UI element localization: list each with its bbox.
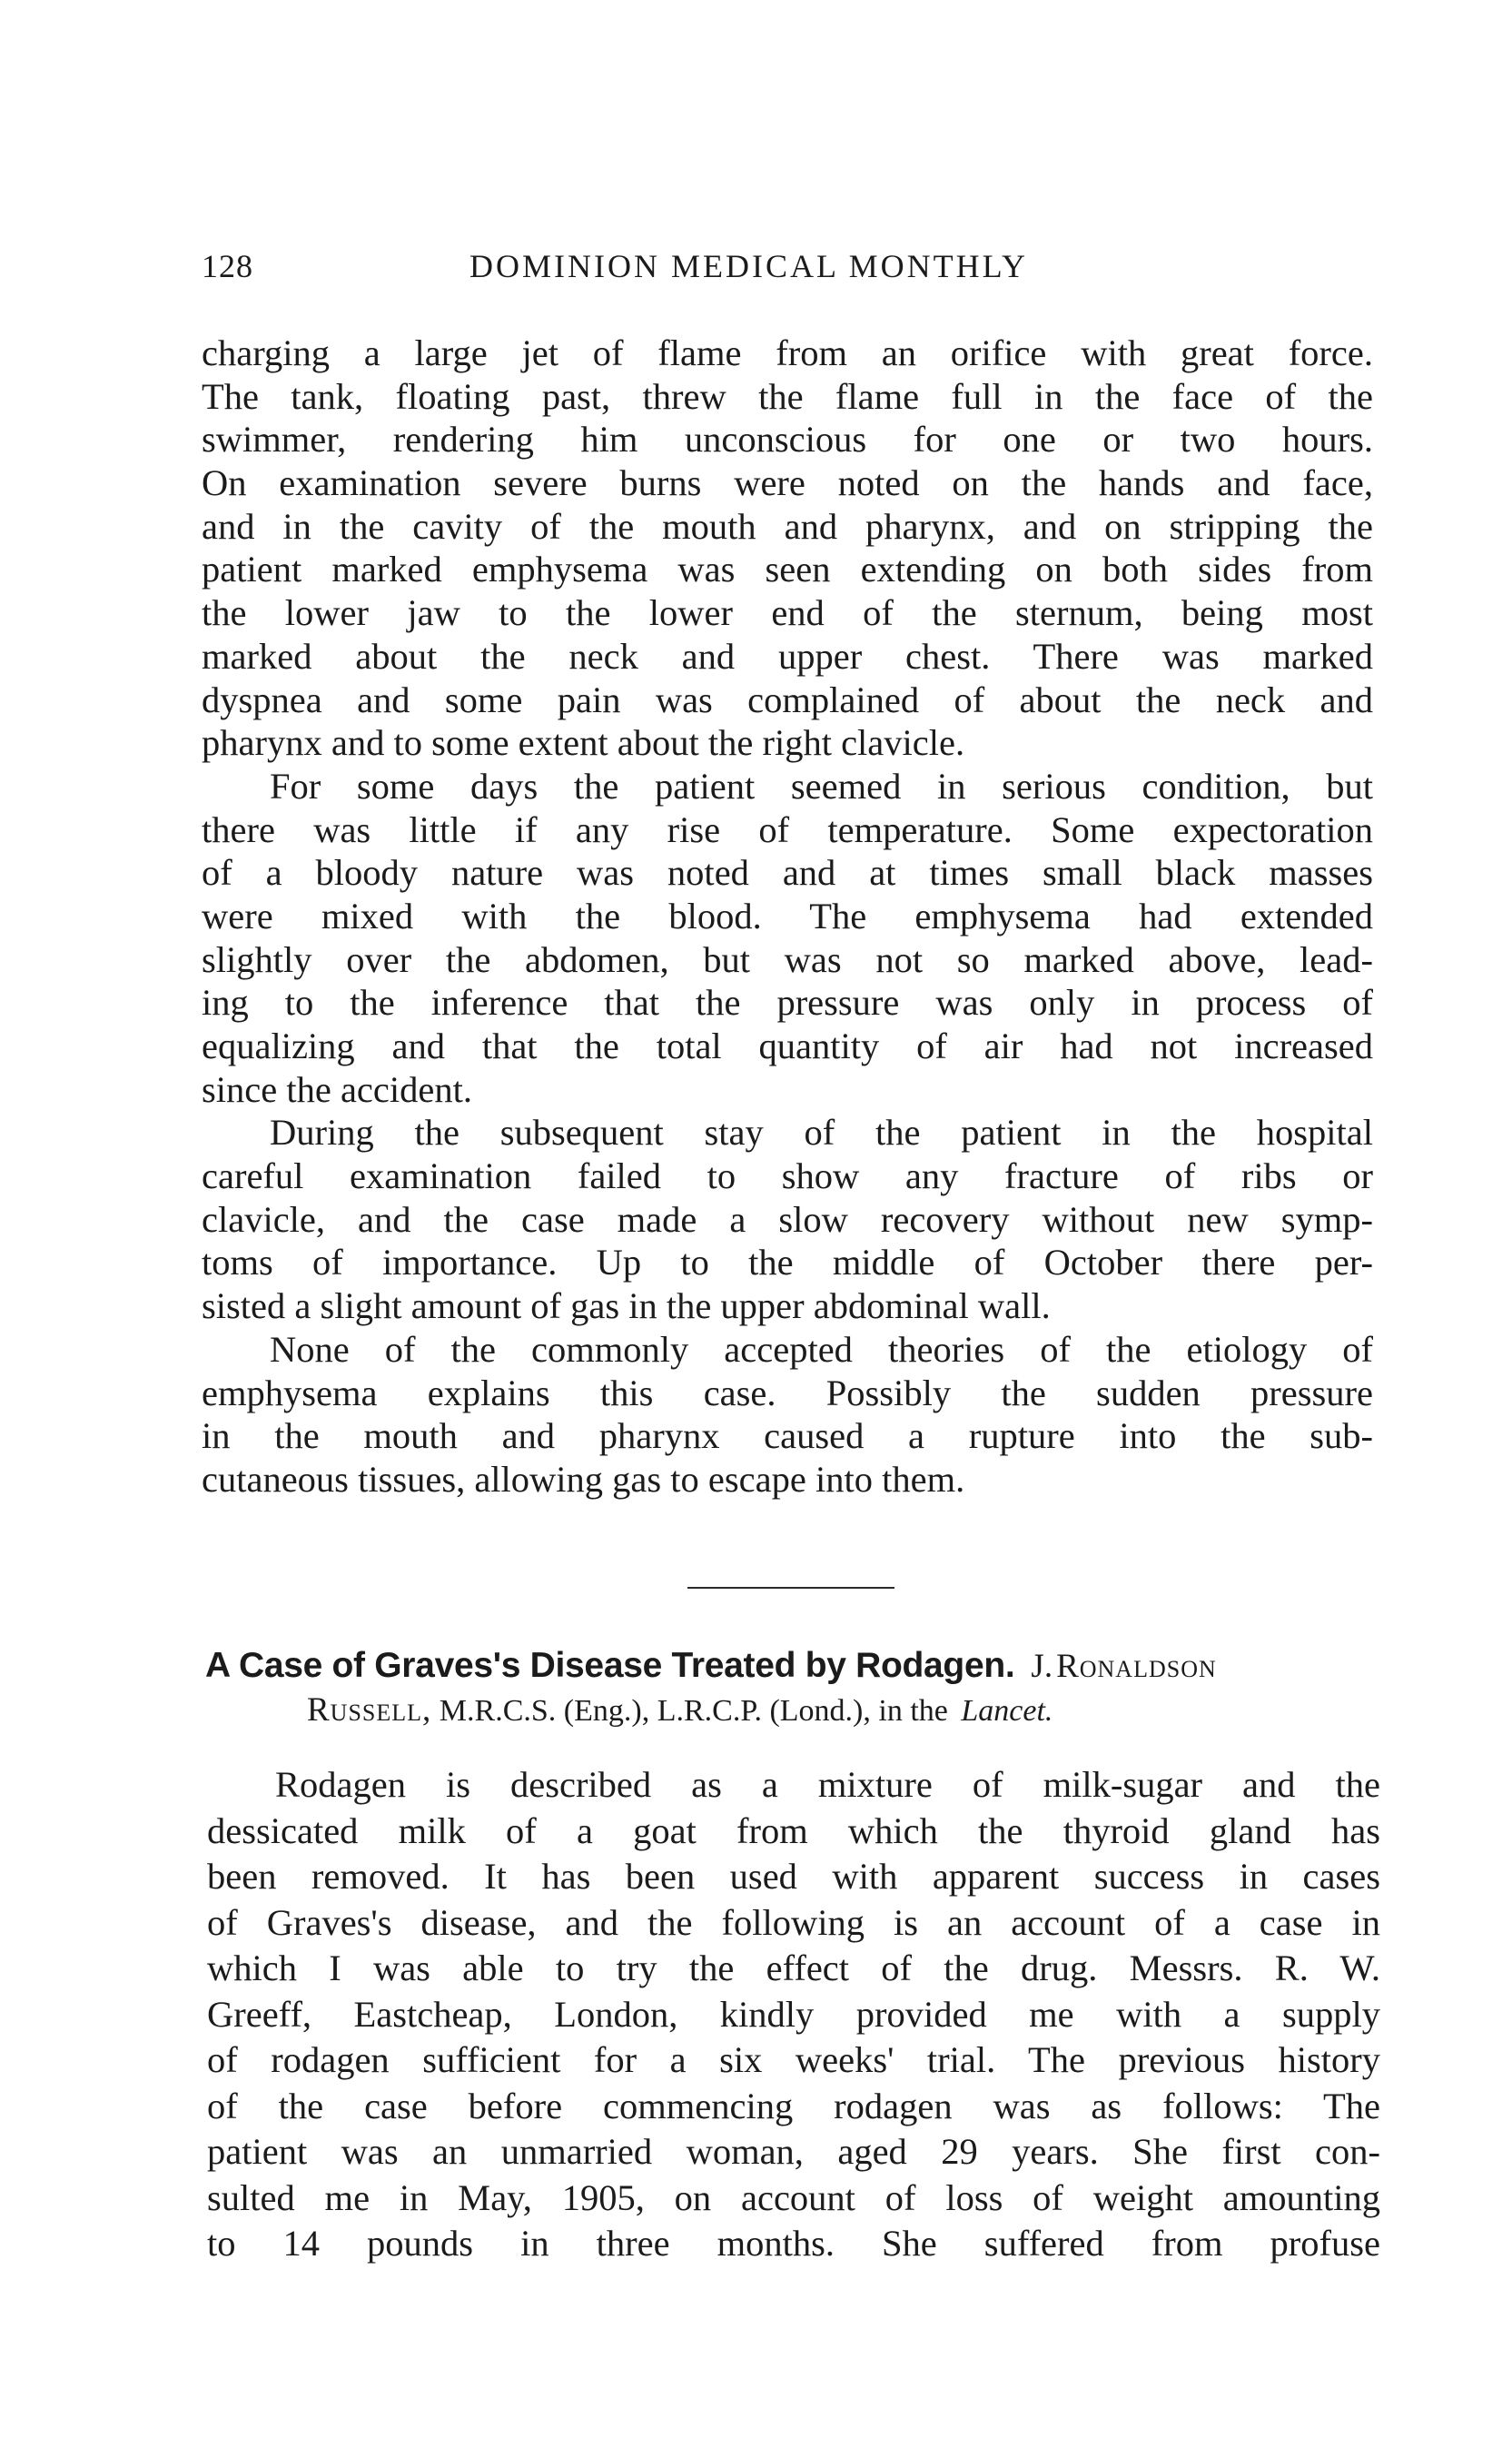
text-line: of Graves's disease, and the following is an account of a case in — [207, 1901, 1380, 1943]
text-line: in the mouth and pharynx caused a rupture into the sub- — [202, 1415, 1373, 1457]
article-body — [207, 1762, 1380, 2267]
text-line: been removed. It has been used with apparent success in cases — [207, 1856, 1380, 1897]
text-line: For some days the patient seemed in serious condition, but — [270, 765, 1373, 807]
text-line: dyspnea and some pain was complained of about the neck and — [202, 679, 1373, 720]
text-line: marked about the neck and upper chest. There was marked — [202, 635, 1373, 677]
text-line: During the subsequent stay of the patient in the hospital — [270, 1112, 1373, 1154]
text-line: On examination severe burns were noted on the hands and face, — [202, 462, 1373, 504]
text-line: Rodagen is described as a mixture of milk-sugar and the — [275, 1764, 1380, 1805]
running-header — [202, 247, 1373, 292]
text-line: sulted me in May, 1905, on account of loss of weight amounting — [207, 2176, 1380, 2218]
text-line: since the accident. — [202, 1068, 472, 1110]
text-line: equalizing and that the total quantity of air had not increased — [202, 1026, 1373, 1066]
page-number: 128 — [202, 248, 253, 284]
text-line: sisted a slight amount of gas in the upper abdominal wall. — [202, 1285, 1051, 1327]
heading-line — [205, 1690, 1386, 1731]
text-line: ing to the inference that the pressure was only in process of — [202, 982, 1373, 1024]
text-line: Greeff, Eastcheap, London, kindly provided me with a supply — [207, 1993, 1380, 2035]
text-line: swimmer, rendering him unconscious for one or two hours. — [202, 419, 1373, 461]
section-divider — [687, 1587, 894, 1589]
author-surname: Russell, — [307, 1691, 432, 1729]
text-line: cutaneous tissues, allowing gas to escape into them. — [202, 1458, 965, 1500]
author-initial: J. — [1031, 1648, 1053, 1685]
text-line: pharynx and to some extent about the right clavicle. — [202, 722, 965, 764]
author-credentials: M.R.C.S. (Eng.), L.R.C.P. (Lond.), in the — [439, 1694, 948, 1728]
text-line: of a bloody nature was noted and at times small black masses — [202, 852, 1373, 894]
author-surname: Ronaldson — [1056, 1648, 1217, 1685]
text-line: patient was an unmarried woman, aged 29 years. She first con- — [207, 2131, 1380, 2172]
continued-article-text — [202, 332, 1373, 1502]
text-line: patient marked emphysema was seen extending on both sides from — [202, 549, 1373, 590]
text-line: emphysema explains this case. Possibly the sudden pressure — [202, 1372, 1373, 1413]
text-line: and in the cavity of the mouth and pharynx, and on stripping the — [202, 505, 1373, 547]
text-line: the lower jaw to the lower end of the sternum, being most — [202, 592, 1373, 634]
text-line: clavicle, and the case made a slow recovery without new symp- — [202, 1198, 1373, 1240]
text-line: were mixed with the blood. The emphysema had extended — [202, 895, 1373, 937]
article-title: A Case of Graves's Disease Treated by Rodagen. — [205, 1646, 1015, 1685]
text-line: The tank, floating past, threw the flame full in the face of the — [202, 375, 1373, 417]
source-journal: Lancet. — [961, 1694, 1053, 1728]
journal-title: DOMINION MEDICAL MONTHLY — [469, 248, 1029, 284]
text-line: careful examination failed to show any fracture of ribs or — [202, 1155, 1373, 1197]
text-line: which I was able to try the effect of the drug. Messrs. R. W. — [207, 1947, 1380, 1988]
text-line: charging a large jet of flame from an orifice with great force. — [202, 332, 1373, 373]
text-line: of rodagen sufficient for a six weeks' trial. The previous history — [207, 2039, 1380, 2080]
text-line: dessicated milk of a goat from which the thyroid gland has — [207, 1809, 1380, 1851]
article-heading — [205, 1642, 1386, 1731]
text-line: None of the commonly accepted theories of the etiology of — [270, 1328, 1373, 1370]
text-line: there was little if any rise of temperature. Some expectoration — [202, 808, 1373, 850]
text-line: to 14 pounds in three months. She suffered from profuse — [207, 2223, 1380, 2264]
text-line: of the case before commencing rodagen was as follows: The — [207, 2085, 1380, 2126]
text-line: toms of importance. Up to the middle of October there per- — [202, 1242, 1373, 1283]
text-line: slightly over the abdomen, but was not so marked above, lead- — [202, 938, 1373, 980]
heading-line — [205, 1642, 1386, 1690]
